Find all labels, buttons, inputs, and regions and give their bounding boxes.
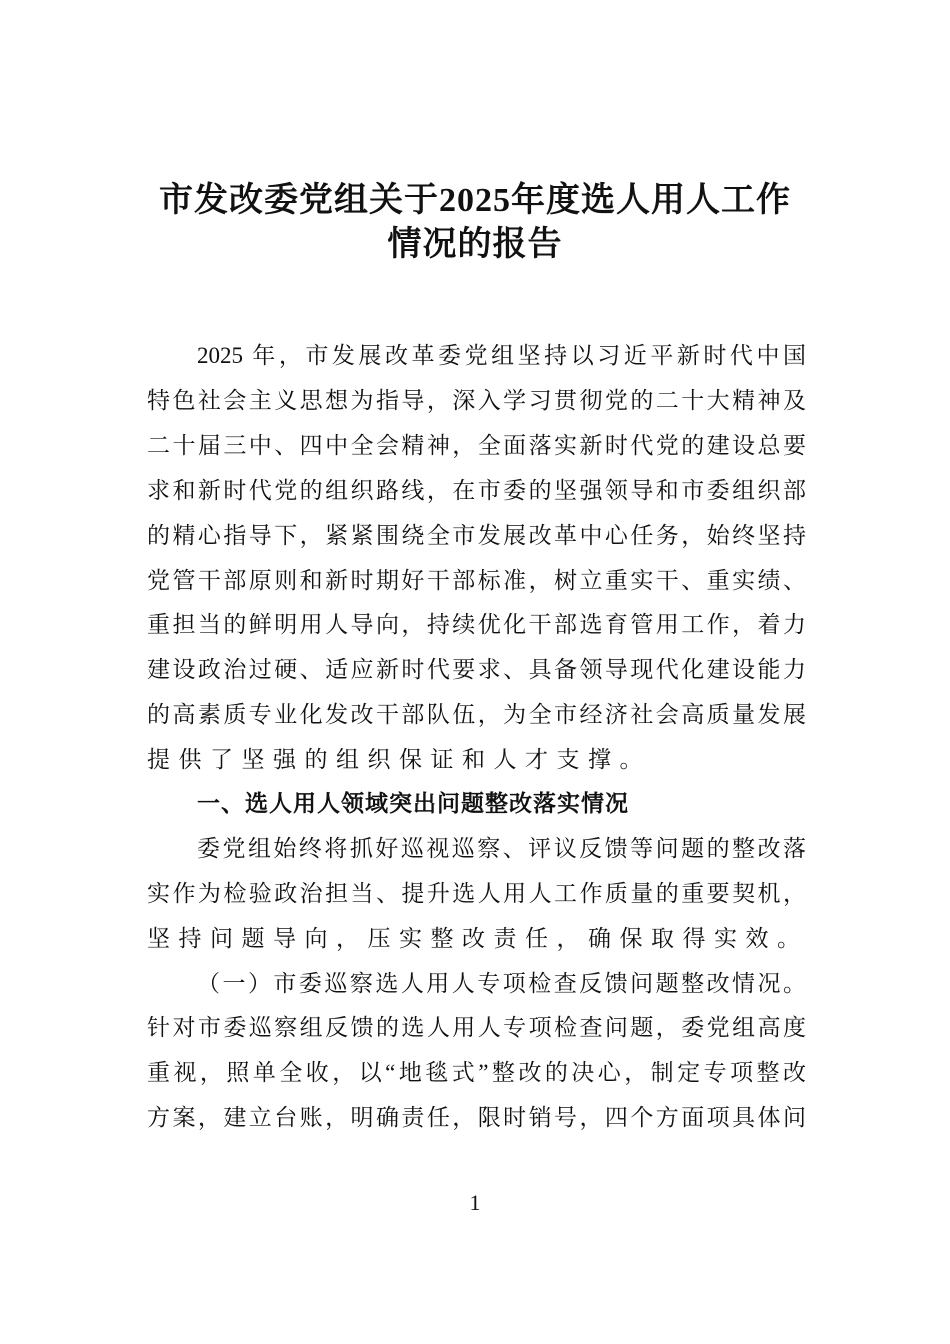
page-number: 1 — [469, 1190, 481, 1215]
text-line: 求和新时代党的组织路线，在市委的坚强领导和市委组织部 — [147, 478, 806, 503]
text-line: 重视，照单全收，以“地毯式”整改的决心，制定专项整改 — [147, 1060, 806, 1085]
text-line: 实作为检验政治担当、提升选人用人工作质量的重要契机， — [147, 881, 806, 906]
text-line: 坚持问题导向，压实整改责任，确保取得实效。 — [147, 926, 809, 951]
text-line: 党管干部原则和新时期好干部标准，树立重实干、重实绩、 — [147, 568, 806, 593]
subsection-heading-line: （一）市委巡察选人用人专项检查反馈问题整改情况。 — [197, 971, 806, 996]
text-line: 的精心指导下，紧紧围绕全市发展改革中心任务，始终坚持 — [147, 523, 806, 548]
text-line: 委党组始终将抓好巡视巡察、评议反馈等问题的整改落 — [197, 836, 806, 861]
text-line: 的高素质专业化发改干部队伍，为全市经济社会高质量发展 — [147, 702, 806, 727]
text-line: 重担当的鲜明用人导向，持续优化干部选育管用工作，着力 — [147, 612, 806, 637]
title-line-1: 市发改委党组关于2025年度选人用人工作 — [159, 182, 791, 219]
section-heading: 一、选人用人领域突出问题整改落实情况 — [197, 791, 629, 817]
text-line: 2025 年，市发展改革委党组坚持以习近平新时代中国 — [197, 343, 806, 368]
text-line: 特色社会主义思想为指导，深入学习贯彻党的二十大精神及 — [147, 388, 806, 413]
text-line: 针对市委巡察组反馈的选人用人专项检查问题，委党组高度 — [147, 1015, 806, 1040]
text-line: 提供了坚强的组织保证和人才支撑。 — [147, 747, 651, 772]
text-line: 方案，建立台账，明确责任，限时销号，四个方面项具体问 — [147, 1105, 806, 1130]
text-line: 二十届三中、四中全会精神，全面落实新时代党的建设总要 — [147, 433, 806, 458]
text-line: 建设政治过硬、适应新时代要求、具备领导现代化建设能力 — [147, 657, 806, 682]
title-line-2: 情况的报告 — [387, 226, 563, 263]
